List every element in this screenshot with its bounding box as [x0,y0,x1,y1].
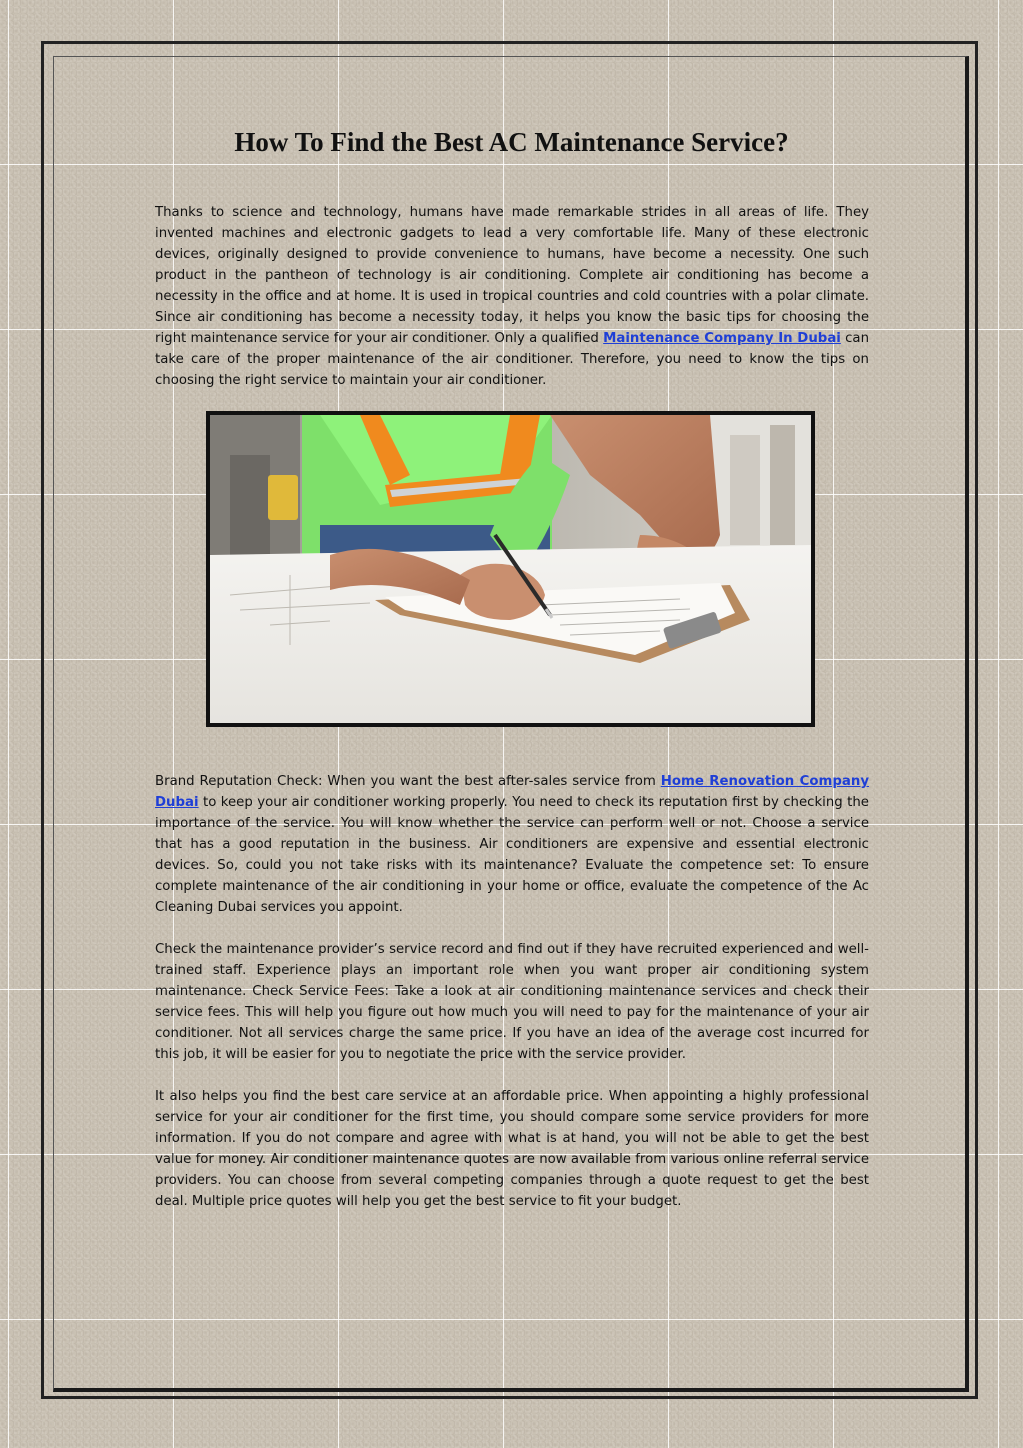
paragraph-text: It also helps you find the best care service at an affordable price. When appointing a highly professional service for your air conditioner for the first time, you should compare some service providers for more information. If you do not compare and agree with what is at hand, you will not be able to get the best value for money. Air conditioner maintenance quotes are now available from various online referral service providers. You can choose from several competing companies through a quote request to get the best deal. Multiple price quotes will help you get the best service to fit your budget. [155,1089,869,1209]
paragraph-text: to keep your air conditioner working properly. You need to check its reputation first by checking the importance of the service. You will know whether the service can perform well or not. Choose a service that has a good reputation in the business. Air conditioners are expensive and essential electronic devices. So, could you not take risks with its maintenance? Evaluate the competence set: To ensure complete maintenance of the air conditioning in your home or office, evaluate the competence of the Ac Cleaning Dubai services you appoint. [155,795,869,915]
maintenance-company-link[interactable]: Maintenance Company In Dubai [603,331,841,346]
photo-illustration [210,415,811,723]
paragraph-text: can take care of the proper maintenance of the air conditioner. Therefore, you need to know the tips on choosing the right service to maintain your air conditioner. [155,331,869,388]
worker-clipboard-photo [206,411,815,727]
home-renovation-company-link[interactable]: Home Renovation Company Dubai [155,774,869,810]
price-comparison-paragraph [155,1086,869,1212]
intro-paragraph [155,202,869,391]
paragraph-text: Brand Reputation Check: When you want the best after-sales service from [155,774,661,789]
paragraph-text: Thanks to science and technology, humans have made remarkable strides in all areas of life. They invented machines and electronic gadgets to lead a very comfortable life. Many of these electronic devices, originally designed to provide convenience to humans, have become a necessity. One such product in the pantheon of technology is air conditioning. Complete air conditioning has become a necessity in the office and at home. It is used in tropical countries and cold countries with a polar climate. Since air conditioning has become a necessity today, it helps you know the basic tips for choosing the right maintenance service for your air conditioner. Only a qualified [155,205,869,346]
service-record-paragraph [155,939,869,1065]
page-title: How To Find the Best AC Maintenance Service? [234,127,789,157]
brand-reputation-paragraph [155,771,869,918]
paragraph-text: Check the maintenance provider’s service record and find out if they have recruited experienced and well-trained staff. Experience plays an important role when you want proper air conditioning system maintenance. Check Service Fees: Take a look at air conditioning maintenance services and check their service fees. This will help you figure out how much you will need to pay for the maintenance of your air conditioner. Not all services charge the same price. If you have an idea of the average cost incurred for this job, it will be easier for you to negotiate the price with the service provider. [155,942,869,1062]
